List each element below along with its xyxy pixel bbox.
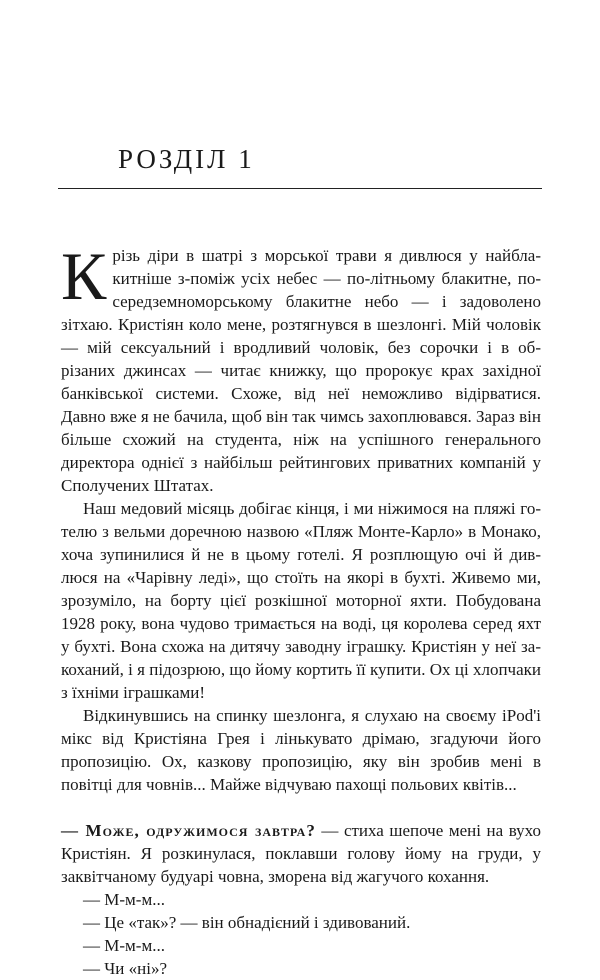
dialogue-line-3: — М-м-м... xyxy=(83,936,165,955)
chapter-body xyxy=(61,238,541,980)
paragraph-4 xyxy=(61,819,541,888)
dialogue-lead: — Може, одружимося завтра? xyxy=(61,821,316,840)
dialogue-line-1: — М-м-м... xyxy=(83,890,165,909)
drop-cap: К xyxy=(61,238,107,314)
dialogue-line-2: — Це «так»? — він обнадієний і здивований. xyxy=(83,913,411,932)
section-break xyxy=(61,796,541,819)
paragraph-2: Наш медовий місяць добігає кінця, і ми ніжимося на пляжі готелю з вельми доречною назвою «Пляж Монте-Карло» в Монако, хоча зупинилися й не в цьому готелі. Я розплющую очі й дивлюся на «Чарівну леді», що стоїть на якорі в бухті. Живемо ми, зрозуміло, на борту цієї розкішної моторної яхти. Побудована 1928 року, вона чудово тримається на воді, ця королева серед яхт у бухті. Вона схожа на дитячу заводну іграшку. Кристіян у неї закоханий, і я підозрюю, що йому кортить її купити. Ох ці хлопчаки з їхніми іграшками! xyxy=(61,499,541,702)
paragraph-3: Відкинувшись на спинку шезлонга, я слухаю на своєму iPod'і мікс від Кристіяна Грея і лінькувато дрімаю, згадуючи його пропозицію. Ох, казкову пропозицію, яку він зробив мені в повітці для човнів... Майже відчуваю пахощі польових квітів... xyxy=(61,706,541,794)
paragraph-1-text: різь діри в шатрі з морської трави я дивлюся у найблакитніше з-поміж усіх небес — по-літньому блакитне, по-середземноморському блакитне небо — і задоволено зітхаю. Кристіян коло мене, розтягнувся в шезлонгі. Мій чоловік — мій сексуальний і вродливий чоловік, без сорочки і в обрізаних джинсах — читає книжку, що пророкує крах західної банківської системи. Схоже, від неї неможливо відірватися. Давно вже я не бачила, щоб він так чимсь захоплювався. Зараз він більше схожий на студента, ніж на успішного генерального директора однієї з найбільш рейтингових приватних компаній у Сполучених Штатах. xyxy=(61,246,541,495)
paragraph-1 xyxy=(61,238,541,497)
paragraph-4-text: — стиха шепоче мені на вухо Кристіян. Я розкинулася, поклавши голову йому на груди, у заквітчаному будуарі човна, зморена від жагучого кохання. xyxy=(61,821,541,886)
dialogue-line-4: — Чи «ні»? xyxy=(83,959,168,978)
chapter-title: РОЗДІЛ 1 xyxy=(118,144,255,174)
chapter-divider xyxy=(58,188,542,189)
